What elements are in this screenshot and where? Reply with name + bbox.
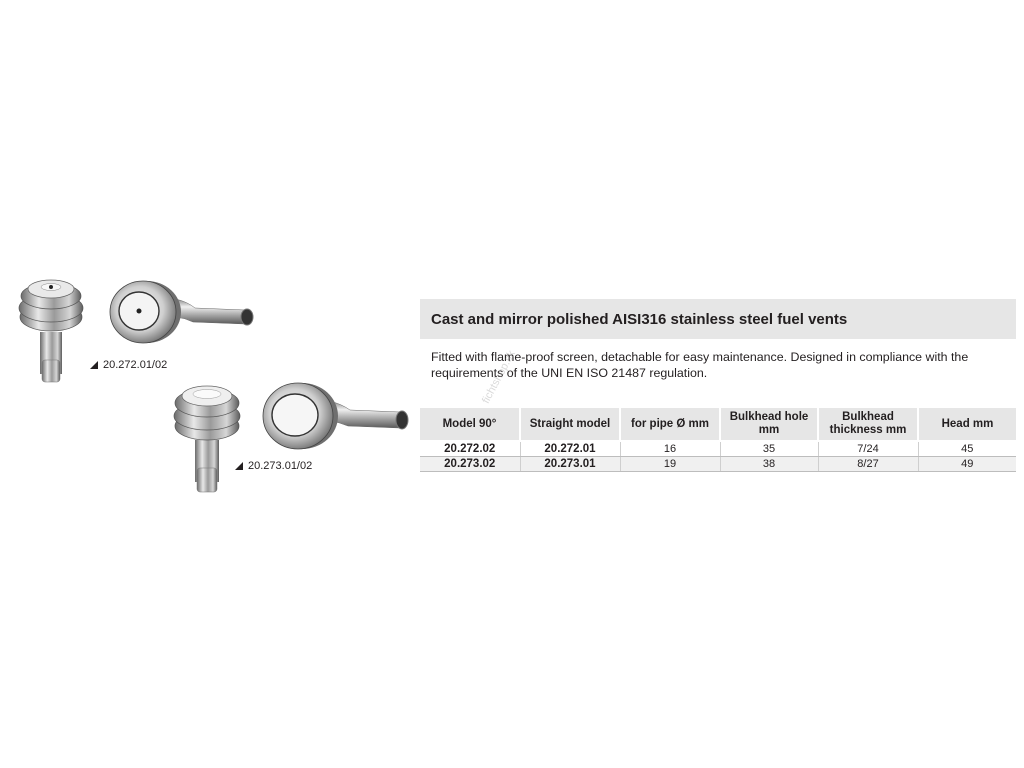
product-code-bottom-label: 20.273.01/02 (248, 460, 313, 472)
col-header-bulkhead-thickness: Bulkhead thickness mm (818, 408, 918, 441)
col-header-pipe-diameter: for pipe Ø mm (620, 408, 720, 441)
cell-model-90: 20.272.02 (420, 441, 520, 457)
table-row (420, 457, 1016, 472)
cell-straight-model: 20.273.01 (520, 457, 620, 472)
fuel-vent-straight-image-top (14, 272, 86, 387)
section-description: Fitted with flame-proof screen, detachable for easy maintenance. Designed in compliance with the requirements of the UNI EN ISO 21487 regulation. (431, 350, 969, 380)
triangle-marker-icon (235, 462, 243, 470)
triangle-marker-icon (90, 361, 98, 369)
watermark: fichtshop.sk (480, 348, 518, 406)
cell-bulkhead-hole: 38 (720, 457, 818, 472)
cell-straight-model: 20.272.01 (520, 441, 620, 457)
cell-head: 45 (918, 441, 1016, 457)
table-row (420, 441, 1016, 457)
cell-bulkhead-hole: 35 (720, 441, 818, 457)
col-header-model-90: Model 90° (420, 408, 520, 441)
cell-pipe-diameter: 16 (620, 441, 720, 457)
product-code-top (90, 359, 167, 371)
product-code-top-label: 20.272.01/02 (103, 359, 168, 371)
col-header-bulkhead-hole: Bulkhead hole mm (720, 408, 818, 441)
fuel-vent-90-image-bottom (258, 380, 410, 452)
fuel-vent-straight-image-bottom (169, 378, 244, 496)
table-header-row (420, 408, 1016, 441)
col-header-head: Head mm (918, 408, 1016, 441)
cell-bulkhead-thickness: 7/24 (818, 441, 918, 457)
section-title: Cast and mirror polished AISI316 stainless steel fuel vents (431, 310, 848, 328)
section-title-band (420, 299, 1016, 339)
cell-pipe-diameter: 19 (620, 457, 720, 472)
fuel-vent-90-image-top (105, 278, 257, 348)
col-header-straight-model: Straight model (520, 408, 620, 441)
cell-head: 49 (918, 457, 1016, 472)
spec-table (420, 408, 1016, 472)
cell-model-90: 20.273.02 (420, 457, 520, 472)
product-code-bottom (235, 460, 312, 472)
cell-bulkhead-thickness: 8/27 (818, 457, 918, 472)
